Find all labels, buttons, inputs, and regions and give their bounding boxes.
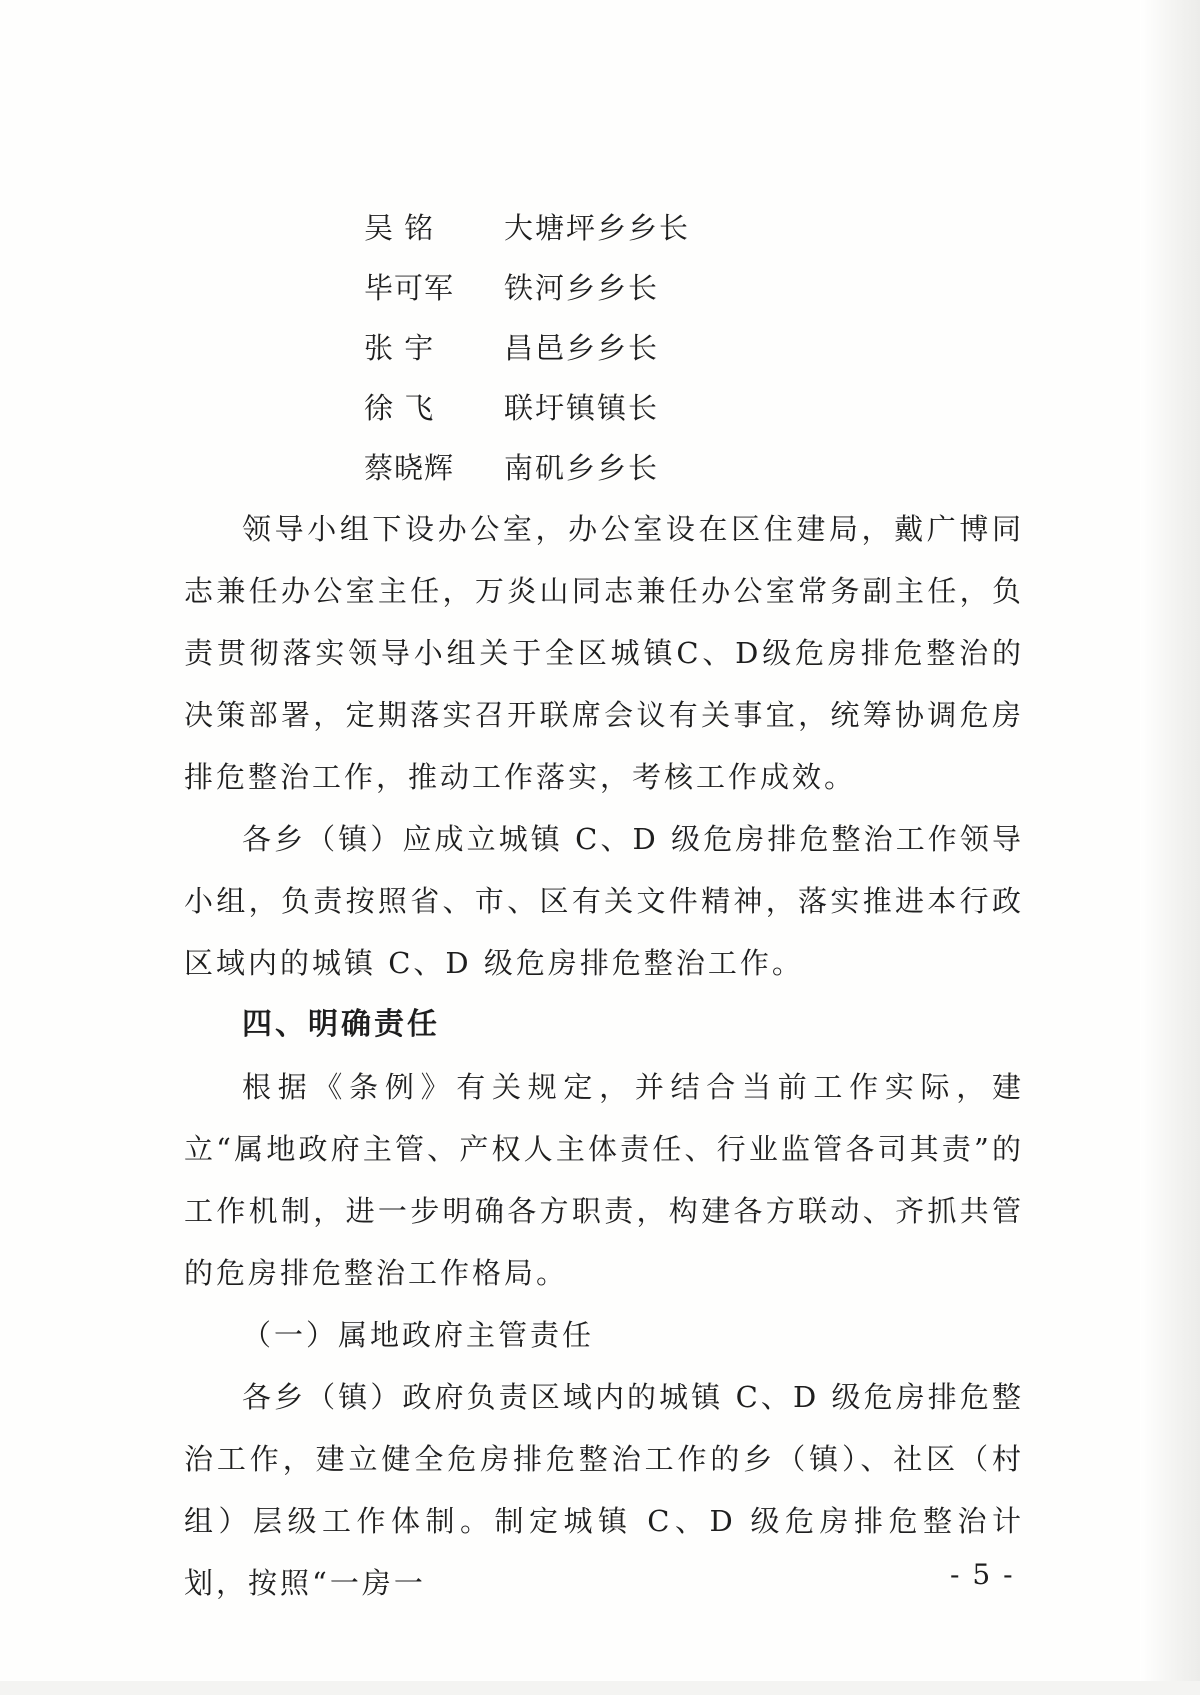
member-name: 张 宇 [364, 331, 435, 365]
member-row [184, 318, 1024, 378]
office-paragraph: 领导小组下设办公室，办公室设在区住建局，戴广博同志兼任办公室主任，万炎山同志兼任办公室常务副主任，负责贯彻落实领导小组关于全区城镇C、D级危房排危整治的决策部署，定期落实召开联席会议有关事宜，统筹协调危房排危整治工作，推动工作落实，考核工作成效。 [184, 512, 1024, 794]
local-gov-paragraph: 各乡（镇）政府负责区域内的城镇 C、D 级危房排危整治工作，建立健全危房排危整治工作的乡（镇）、社区（村组）层级工作体制。制定城镇 C、D 级危房排危整治计划，按照“一房一 [184, 1380, 1024, 1600]
member-row [184, 378, 1024, 438]
member-role: 铁河乡乡长 [504, 271, 660, 305]
page-number: - 5 - [950, 1558, 1015, 1591]
member-name: 毕可军 [364, 271, 455, 305]
member-name: 蔡晓辉 [364, 451, 455, 485]
towns-paragraph: 各乡（镇）应成立城镇 C、D 级危房排危整治工作领导小组，负责按照省、市、区有关文件精神，落实推进本行政区域内的城镇 C、D 级危房排危整治工作。 [184, 822, 1024, 980]
document-body [184, 198, 1024, 1614]
member-role: 大塘坪乡乡长 [504, 211, 691, 245]
member-row [184, 198, 1024, 258]
member-role: 南矶乡乡长 [504, 451, 660, 485]
scan-edge-bottom [0, 1681, 1200, 1695]
member-row [184, 438, 1024, 498]
member-list [184, 198, 1024, 498]
sub-heading: （一）属地政府主管责任 [242, 1318, 595, 1352]
scan-edge-right [1140, 0, 1200, 1695]
member-row [184, 258, 1024, 318]
responsibility-paragraph: 根据《条例》有关规定，并结合当前工作实际，建立“属地政府主管、产权人主体责任、行业监管各司其责”的工作机制，进一步明确各方职责，构建各方联动、齐抓共管的危房排危整治工作格局。 [184, 1070, 1024, 1290]
section-heading: 四、明确责任 [242, 1007, 440, 1042]
member-name: 徐 飞 [364, 391, 435, 425]
member-name: 吴 铭 [364, 211, 435, 245]
member-role: 联圩镇镇长 [504, 391, 660, 425]
member-role: 昌邑乡乡长 [504, 331, 660, 365]
